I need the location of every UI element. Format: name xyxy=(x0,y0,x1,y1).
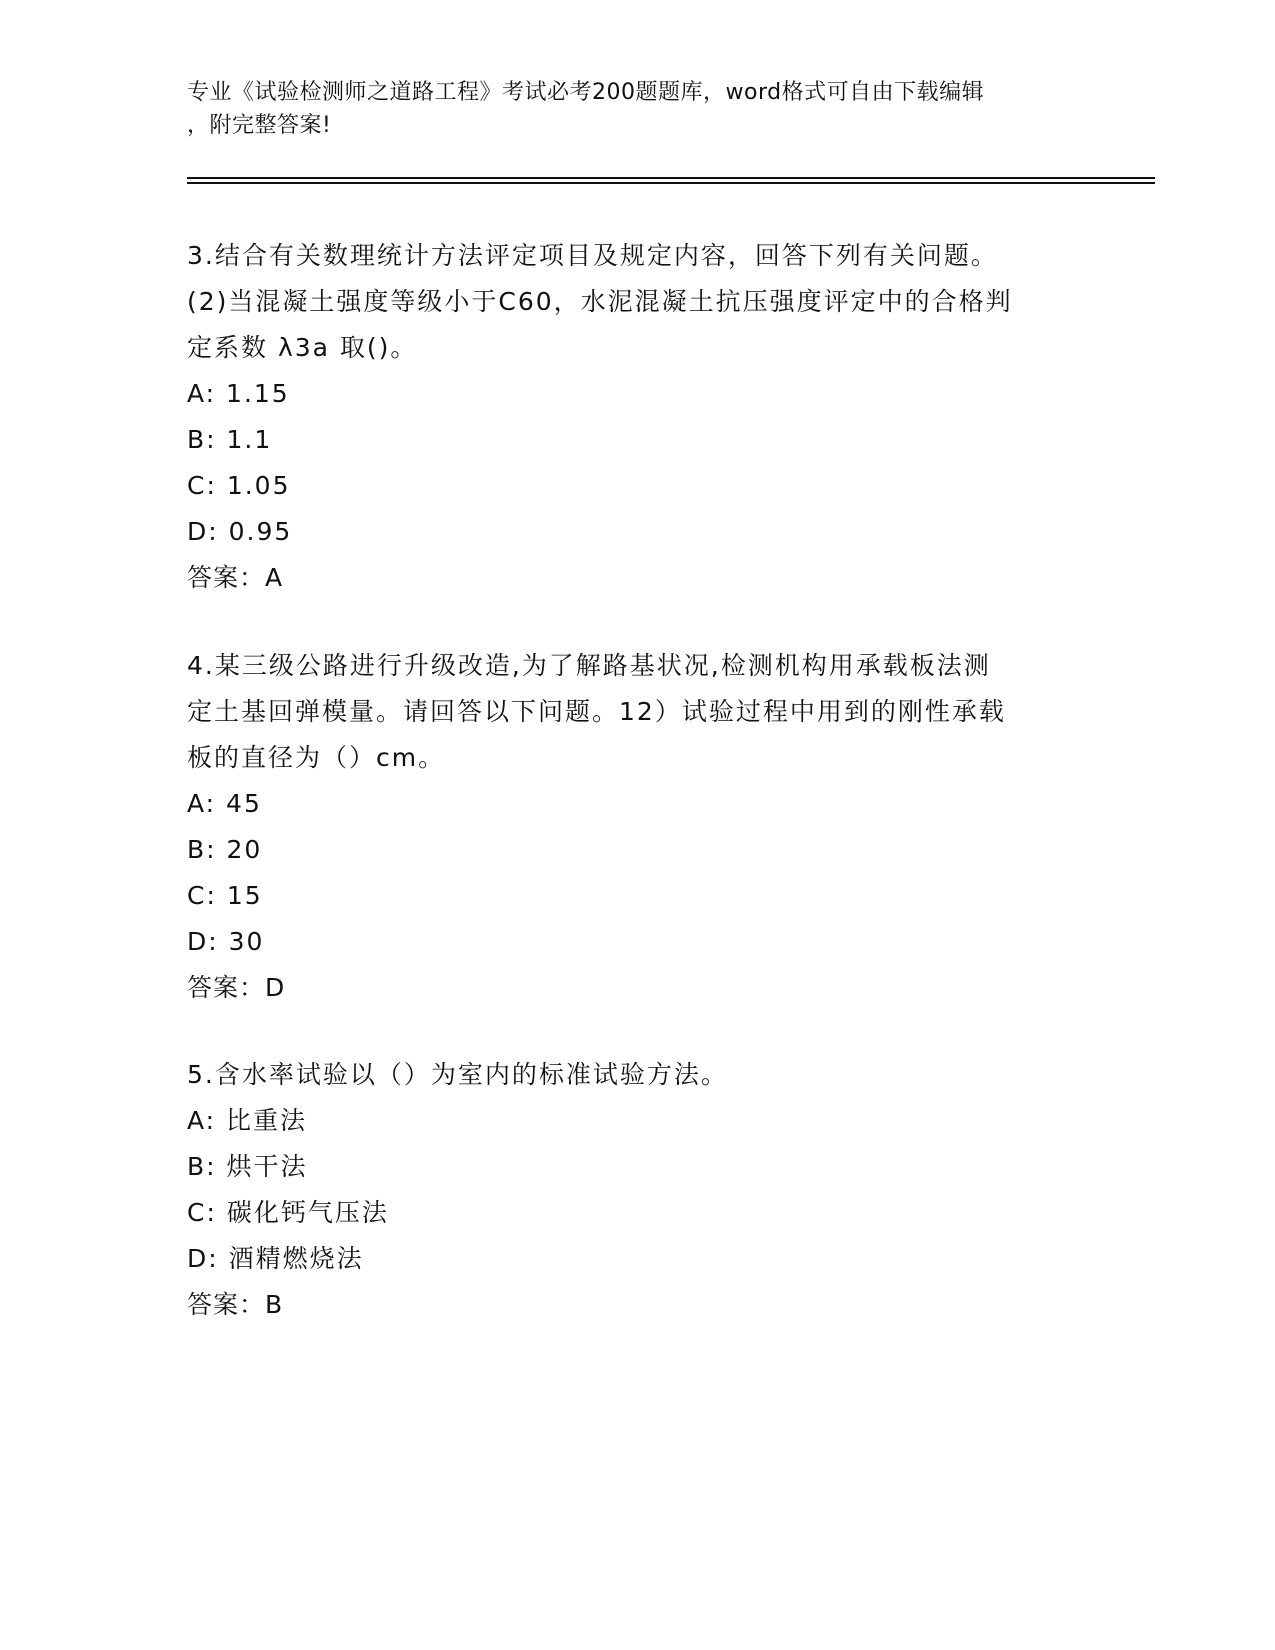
option-a: A: 比重法 xyxy=(187,1106,308,1135)
question-text-line: 板的直径为（）cm。 xyxy=(187,743,446,772)
question-5 xyxy=(187,1052,1087,1328)
question-text-line: 定土基回弹模量。请回答以下问题。12）试验过程中用到的刚性承载 xyxy=(187,697,1006,726)
header-divider-top xyxy=(187,177,1155,179)
header-divider-bottom xyxy=(187,182,1155,184)
option-d: D: 0.95 xyxy=(187,517,293,546)
option-d: D: 30 xyxy=(187,927,265,956)
question-text-line: (2)当混凝土强度等级小于C60，水泥混凝土抗压强度评定中的合格判 xyxy=(187,287,1013,316)
document-header xyxy=(187,76,1067,142)
question-text-line: 定系数 λ3a 取()。 xyxy=(187,333,418,362)
option-a: A: 1.15 xyxy=(187,379,290,408)
option-b: B: 烘干法 xyxy=(187,1152,308,1181)
option-b: B: 1.1 xyxy=(187,425,273,454)
header-line-1: 专业《试验检测师之道路工程》考试必考200题题库，word格式可自由下载编辑 xyxy=(187,80,985,105)
question-3 xyxy=(187,233,1087,601)
answer: 答案：B xyxy=(187,1290,284,1319)
answer: 答案：D xyxy=(187,973,286,1002)
question-text-line: 3.结合有关数理统计方法评定项目及规定内容，回答下列有关问题。 xyxy=(187,241,998,270)
question-text-line: 4.某三级公路进行升级改造,为了解路基状况,检测机构用承载板法测 xyxy=(187,651,991,680)
option-d: D: 酒精燃烧法 xyxy=(187,1244,364,1273)
option-c: C: 1.05 xyxy=(187,471,291,500)
option-a: A: 45 xyxy=(187,789,262,818)
option-c: C: 15 xyxy=(187,881,263,910)
answer: 答案：A xyxy=(187,563,284,592)
option-c: C: 碳化钙气压法 xyxy=(187,1198,389,1227)
header-line-2: ，附完整答案! xyxy=(187,113,332,138)
question-4 xyxy=(187,643,1087,1011)
option-b: B: 20 xyxy=(187,835,263,864)
question-text-line: 5.含水率试验以（）为室内的标准试验方法。 xyxy=(187,1060,728,1089)
